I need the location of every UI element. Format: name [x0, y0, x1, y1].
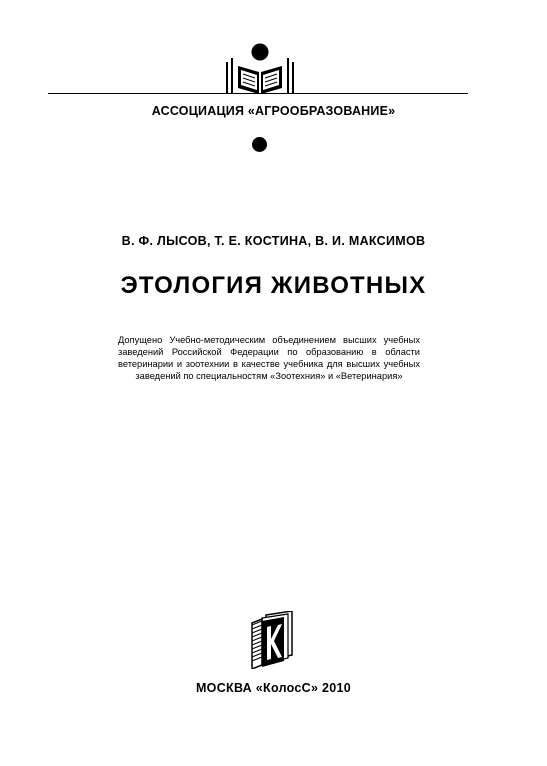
reader-with-book-icon — [226, 42, 294, 98]
book-title: ЭТОЛОГИЯ ЖИВОТНЫХ — [120, 272, 427, 299]
publisher-imprint: МОСКВА «КолосС» 2010 — [195, 681, 352, 695]
book-authors: В. Ф. ЛЫСОВ, Т. Е. КОСТИНА, В. И. МАКСИМОВ — [121, 234, 426, 248]
approval-note: Допущено Учебно-методическим объединением высших учебных заведений Российской Федерации по образованию в области ветеринарии и зоотехнии в качестве учебника для высших учебных заведений по специальностям «Зоотехния» и «Ветеринария» — [118, 335, 420, 381]
bullet-dot — [252, 137, 267, 152]
association-name: АССОЦИАЦИЯ «АГРООБРАЗОВАНИЕ» — [151, 104, 396, 118]
open-book-k-icon — [248, 611, 298, 669]
